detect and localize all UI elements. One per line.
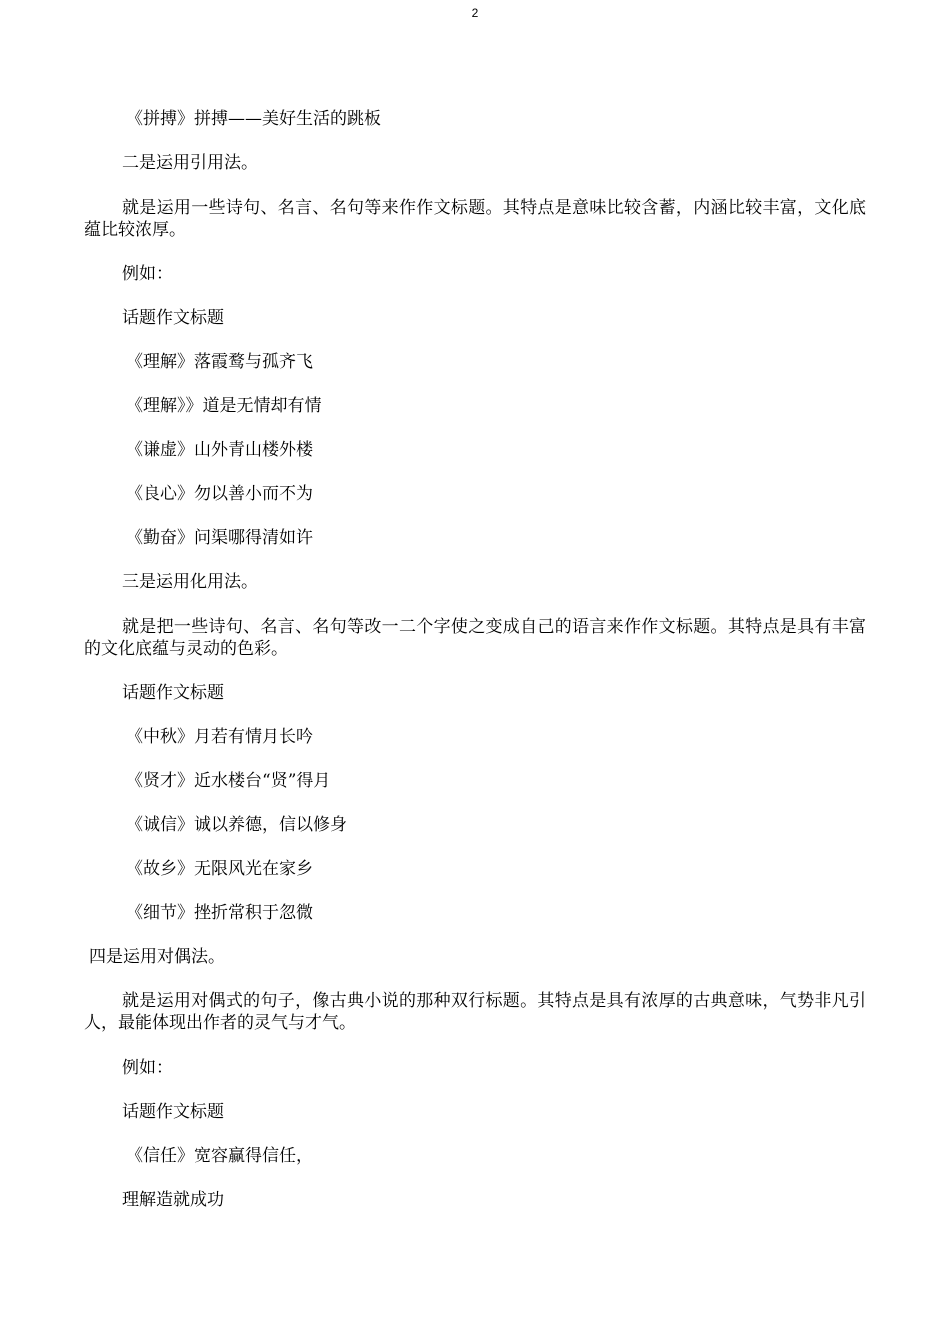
title-example-xijie: 《细节》挫折常积于忽微 <box>126 903 313 923</box>
example-label: 例如： <box>122 1058 173 1078</box>
paragraph-couplet-method: 就是运用对偶式的句子，像古典小说的那种双行标题。其特点是具有浓厚的古典意味，气势非凡引人，最能体现出作者的灵气与才气。 <box>84 991 866 1033</box>
section-heading-adaptation: 三是运用化用法。 <box>122 572 258 592</box>
page-number: 2 <box>471 6 479 20</box>
section-heading-couplet: 四是运用对偶法。 <box>89 947 225 967</box>
title-example-xinren: 《信任》宽容赢得信任， <box>126 1146 313 1166</box>
example-label: 例如： <box>122 264 173 284</box>
title-example-xiancai: 《贤才》近水楼台“贤”得月 <box>126 771 331 791</box>
paragraph-quotation-method: 就是运用一些诗句、名言、名句等来作作文标题。其特点是意味比较含蓄，内涵比较丰富，文化底蕴比较浓厚。 <box>84 198 866 240</box>
title-example-lijie-1: 《理解》落霞鹜与孤齐飞 <box>126 352 313 372</box>
topic-title-label: 话题作文标题 <box>122 683 224 703</box>
title-example-zhongqiu: 《中秋》月若有情月长吟 <box>126 727 313 747</box>
paragraph-adaptation-method: 就是把一些诗句、名言、名句等改一二个字使之变成自己的语言来作作文标题。其特点是具有丰富的文化底蕴与灵动的色彩。 <box>84 617 866 659</box>
title-example-xinren-second-line: 理解造就成功 <box>122 1190 224 1210</box>
topic-title-label: 话题作文标题 <box>122 1102 224 1122</box>
section-heading-quotation: 二是运用引用法。 <box>122 153 258 173</box>
title-example-qianxu: 《谦虚》山外青山楼外楼 <box>126 440 313 460</box>
title-example-pinbo: 《拼搏》拼搏——美好生活的跳板 <box>126 109 381 129</box>
title-example-chengxin: 《诚信》诚以养德，信以修身 <box>126 815 347 835</box>
title-example-lijie-2: 《理解》》道是无情却有情 <box>126 396 322 416</box>
title-example-qinfen: 《勤奋》问渠哪得清如许 <box>126 528 313 548</box>
title-example-liangxin: 《良心》勿以善小而不为 <box>126 484 313 504</box>
topic-title-label: 话题作文标题 <box>122 308 224 328</box>
title-example-guxiang: 《故乡》无限风光在家乡 <box>126 859 313 879</box>
